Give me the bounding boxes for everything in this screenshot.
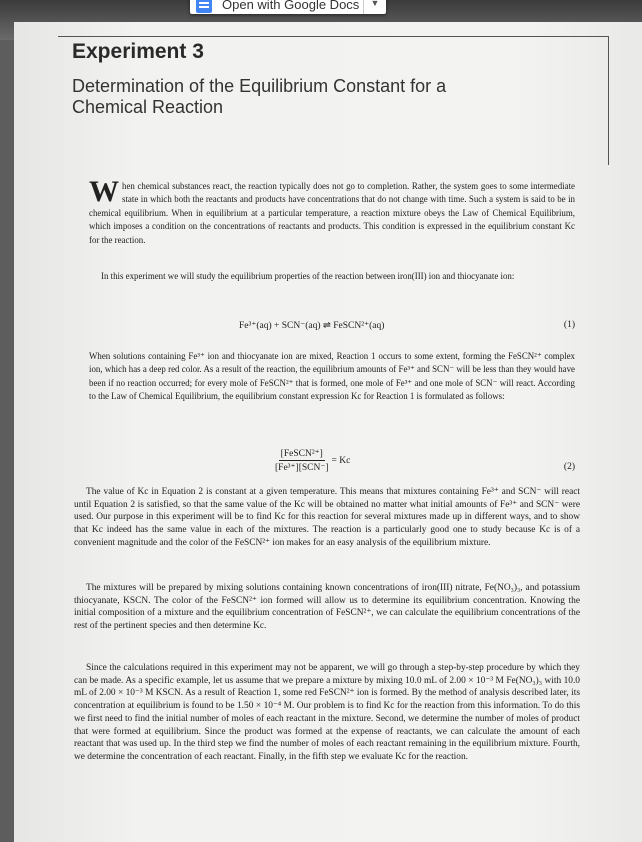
study-paragraph: In this experiment we will study the equilibrium properties of the reaction between iron(III) ion and thiocyanate ion: xyxy=(101,271,515,281)
chevron-down-icon[interactable]: ▼ xyxy=(363,0,386,14)
equation-2 xyxy=(89,448,575,478)
kc-denominator: [Fe³⁺][SCN⁻] xyxy=(275,463,329,473)
drop-cap: W xyxy=(89,175,119,208)
equation-2-number: (2) xyxy=(563,462,575,472)
kc-expression xyxy=(275,448,350,473)
experiment-title: Determination of the Equilibrium Constant for a Chemical Reaction xyxy=(72,76,447,117)
mixing-paragraph: When solutions containing Fe³⁺ ion and thiocyanate ion are mixed, Reaction 1 occurs to some extent, forming the FeSCN²⁺ complex ion, which has a deep red color. As a result of the reaction, the equilibrium amounts of Fe³⁺ and SCN⁻ will be less than they would have been if no reaction occurred; for every mole of FeSCN²⁺ that is formed, one mole of Fe³⁺ and one mole of SCN⁻ will react. According to the Law of Chemical Equilibrium, the equilibrium constant expression Kc for Reaction 1 is formulated as follows: xyxy=(89,351,575,402)
kc-constant-paragraph: The value of Kc in Equation 2 is constant at a given temperature. This means that mixtures containing Fe³⁺ and SCN⁻ will react until Equation 2 is satisfied, so that the same value of the Kc will be obtained no matter what initial amounts of Fe³⁺ and SCN⁻ were used. Our purpose in this experiment will be to find Kc for this reaction for several mixtures made up in different ways, and to show that Kc indeed has the same value in each of the mixtures. The reaction is a particularly good one to study because Kc is of a convenient magnitude and the color of the FeSCN²⁺ ion makes for an easy analysis of the equilibrium mixture. xyxy=(74,487,580,548)
document-page xyxy=(14,22,642,842)
intro-paragraph xyxy=(89,175,575,247)
kc-rhs: = Kc xyxy=(331,455,351,466)
kc-numerator: [FeSCN²⁺] xyxy=(280,449,323,459)
open-with-label: Open with Google Docs xyxy=(222,0,360,12)
procedure-paragraph: Since the calculations required in this experiment may not be apparent, we will go through a step-by-step procedure by which they can be made. As a specific example, let us assume that we prepare a mixture by mixing 10.0 mL of 2.00 × 10⁻³ M Fe(NO₃)₃ with 10.0 mL of 2.00 × 10⁻³ M KSCN. As a result of Reaction 1, some red FeSCN²⁺ ion is formed. By the method of analysis described later, its concentration at equilibrium is found to be 1.50 × 10⁻⁴ M. Our problem is to find Kc for the reaction from this information. To do this we first need to find the initial number of moles of each reactant in the mixture. Second, we determine the number of moles of product that were formed at equilibrium. Since the product was formed at the expense of reactants, we can calculate the amount of each reactant that was used up. In the third step we find the number of moles of each reactant remaining in the equilibrium mixture. Fourth, we determine the concentration of each reactant. Finally, in the fifth step we evaluate Kc for the reaction. xyxy=(74,663,580,762)
mixture-paragraph: The mixtures will be prepared by mixing solutions containing known concentrations of iron(III) nitrate, Fe(NO₃)₃, and potassium thiocyanate, KSCN. The color of the FeSCN²⁺ ion formed will allow us to determine its equilibrium concentration. Knowing the initial composition of a mixture and the equilibrium concentration of FeSCN²⁺, we can calculate the equilibrium concentrations of the rest of the pertinent species and then determine Kc. xyxy=(74,583,580,632)
intro-text: hen chemical substances react, the reaction typically does not go to completion. Rather, the system goes to some intermediate state in which both the reactants and products have concentrations that do not change with time. Such a system is said to be in chemical equilibrium. When in equilibrium at a particular temperature, a reaction mixture obeys the Law of Chemical Equilibrium, which imposes a condition on the concentrations of reactants and products. This condition is expressed in the equilibrium constant Kc for the reaction. xyxy=(89,181,575,245)
equation-1-text: Fe³⁺(aq) + SCN⁻(aq) ⇌ FeSCN²⁺(aq) xyxy=(239,321,385,331)
open-with-google-docs-button[interactable] xyxy=(190,0,386,14)
experiment-number: Experiment 3 xyxy=(72,40,204,63)
equation-1-number: (1) xyxy=(563,320,575,330)
google-docs-icon xyxy=(196,0,212,13)
